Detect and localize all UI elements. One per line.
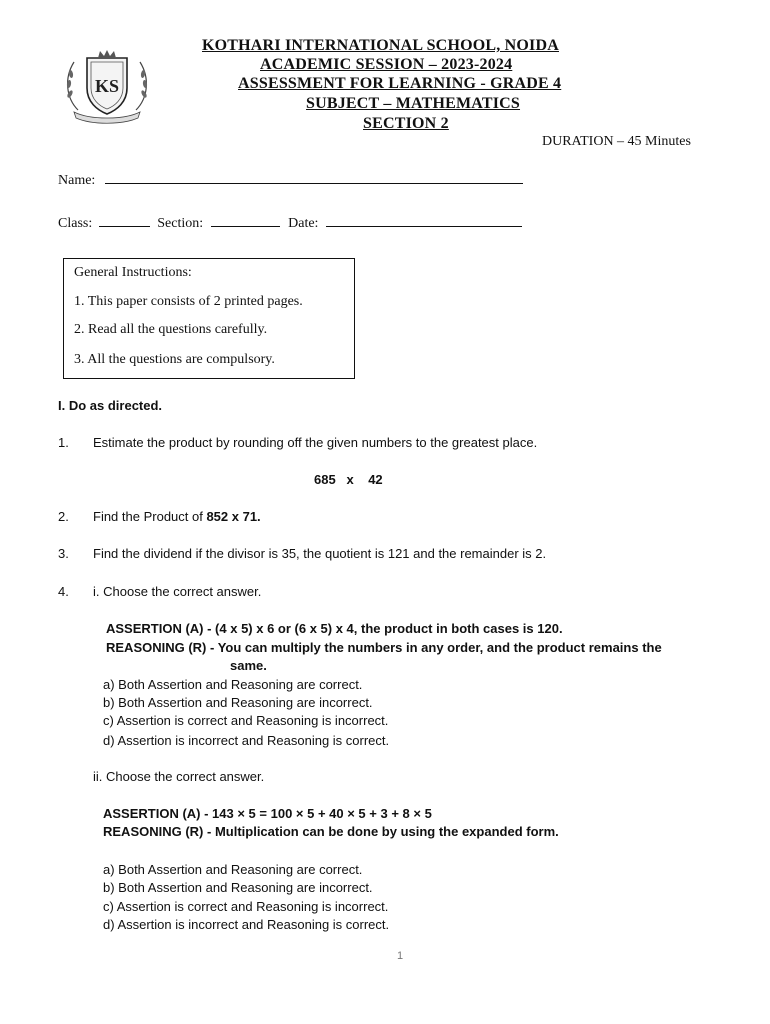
question-4ii-assertion: ASSERTION (A) - 143 × 5 = 100 × 5 + 40 × 5 + 3 + 8 × 5 <box>103 806 432 821</box>
class-label: Class: <box>58 216 93 231</box>
instructions-box <box>63 258 355 379</box>
school-logo <box>60 48 154 124</box>
name-label: Name: <box>58 173 96 188</box>
instruction-item: 1. This paper consists of 2 printed pages. <box>74 294 303 309</box>
option-b: b) Both Assertion and Reasoning are incorrect. <box>103 880 373 895</box>
page-number: 1 <box>397 950 404 962</box>
logo-letters: KS <box>94 76 120 96</box>
question-number: 4. <box>58 584 69 599</box>
question-number: 2. <box>58 509 69 524</box>
question-1-expression: 685 x 42 <box>314 472 383 487</box>
question-2-text <box>93 509 261 524</box>
instructions-title: General Instructions: <box>74 265 192 280</box>
question-4ii-label: ii. Choose the correct answer. <box>93 769 265 784</box>
part-heading: I. Do as directed. <box>58 398 163 413</box>
date-field[interactable] <box>326 212 522 227</box>
date-label: Date: <box>288 216 319 231</box>
question-4i-reasoning: REASONING (R) - You can multiply the numbers in any order, and the product remains the <box>106 640 662 655</box>
subject-title: SUBJECT – MATHEMATICS <box>306 95 521 112</box>
instruction-item: 2. Read all the questions carefully. <box>74 322 268 337</box>
option-d: d) Assertion is incorrect and Reasoning is correct. <box>103 917 390 932</box>
question-4ii-reasoning: REASONING (R) - Multiplication can be done by using the expanded form. <box>103 824 559 839</box>
option-c: c) Assertion is correct and Reasoning is incorrect. <box>103 713 389 728</box>
instruction-item: 3. All the questions are compulsory. <box>74 352 275 367</box>
option-c: c) Assertion is correct and Reasoning is incorrect. <box>103 899 389 914</box>
option-b: b) Both Assertion and Reasoning are incorrect. <box>103 695 373 710</box>
name-field[interactable] <box>105 169 523 184</box>
name-row <box>58 169 523 189</box>
section-field[interactable] <box>211 212 280 227</box>
option-d: d) Assertion is incorrect and Reasoning is correct. <box>103 733 390 748</box>
question-2-bold: 852 x 71. <box>206 509 261 524</box>
option-a: a) Both Assertion and Reasoning are correct. <box>103 677 363 692</box>
question-number: 1. <box>58 435 69 450</box>
question-number: 3. <box>58 546 69 561</box>
academic-session: ACADEMIC SESSION – 2023-2024 <box>260 56 513 73</box>
question-4i-assertion: ASSERTION (A) - (4 x 5) x 6 or (6 x 5) x 4, the product in both cases is 120. <box>106 621 563 636</box>
duration: DURATION – 45 Minutes <box>542 134 691 149</box>
question-4i-reasoning-cont: same. <box>230 658 267 673</box>
assessment-title: ASSESSMENT FOR LEARNING - GRADE 4 <box>238 75 562 92</box>
question-1-text: Estimate the product by rounding off the given numbers to the greatest place. <box>93 435 538 450</box>
section-label: Section: <box>157 216 204 231</box>
class-field[interactable] <box>99 212 150 227</box>
option-a: a) Both Assertion and Reasoning are correct. <box>103 862 363 877</box>
section-title: SECTION 2 <box>363 115 449 132</box>
question-3-text: Find the dividend if the divisor is 35, the quotient is 121 and the remainder is 2. <box>93 546 547 561</box>
question-2-prefix: Find the Product of <box>93 509 207 524</box>
question-4i-label: i. Choose the correct answer. <box>93 584 262 599</box>
school-name: KOTHARI INTERNATIONAL SCHOOL, NOIDA <box>202 37 559 54</box>
class-row <box>58 212 522 232</box>
